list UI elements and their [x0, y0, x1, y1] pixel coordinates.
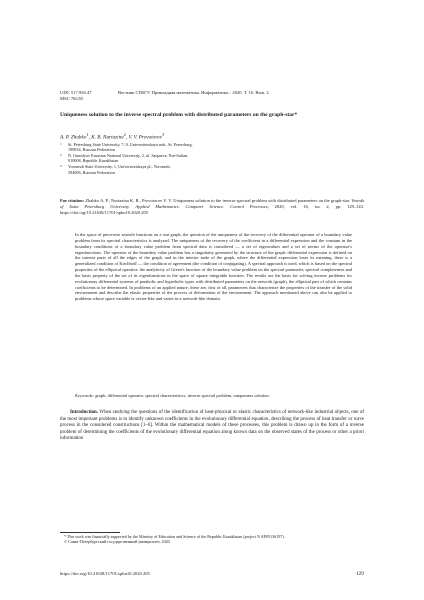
footnote-rule [60, 532, 120, 533]
affiliation-item [60, 153, 364, 164]
footer-doi: https://doi.org/10.21638/11701/spbu10.2020.205 [60, 571, 150, 576]
udc-code: UDC 517.956.47 [60, 90, 92, 95]
page-number: 129 [355, 571, 364, 577]
affiliations [60, 142, 364, 176]
author-name: K. B. Nurtazina [91, 134, 124, 141]
keywords-text: graph, differential operator, spectral characteristics, inverse spectral problem, uniqueness solution. [95, 393, 270, 398]
abstract: In the space of piecewise smooth functions on a star graph, the question of the uniqueness of the recovery of the differential operator of a boundary value problem from its spectral characteristics is analyzed. The uniqueness of the recovery of the coefficient in a differential expression and the constant in the boundary conditions of a boundary value problem from spectral data is considered — a set of eigenvalues and a set of norms of the operator's eigenfunctions. The operator of the boundary value problem has a singularity generated by the structure of the graph: differential expression is defined on the interior parts of all the edges of the graph, and in the interior node of the graph, where the differential expression loses its meaning, there is a generalized condition of Kirchhoff — the condition of agreement (the condition of conjugating). A spectral approach is used, which is based on the spectral properties of the elliptical operator: the analyticity of Green's function of the boundary value problem on the spectral parameter, spectral completeness and the basis property of the set of its eigenfunctions in the space of square integrable function. The results are the basis for solving inverse problems for evolutionary differential systems of parabolic and hyperbolic types with distributed parameters on the network (graph), the elliptical part of which contains coefficients to be determined. In problems of an applied nature, these are, first of all, parameters that characterize the properties of the transfer of the solid environment and describe the elastic properties of the process of deformation of the environment. The approach mentioned above can also be applied to problems whose space variable is vector-like and varies in a network-like domain. [75, 232, 352, 302]
citation-label: For citation: [60, 198, 85, 203]
affiliation-number: 3 [60, 164, 62, 169]
affiliation-item [60, 142, 364, 153]
msc-code: MSC 76G55 [60, 96, 84, 102]
introduction-heading: Introduction. [70, 410, 99, 415]
introduction-paragraph [60, 410, 364, 443]
affiliation-text: N. Gumilyov Eurasian National University, 2, ul. Satpaeva, Nur-Sultan, 010008, Republic Kazakhstan [68, 153, 189, 164]
affiliation-text: Voronezh State University, 1, Universitetskaya pl., Voronezh, 394006, Russian Federation [68, 164, 171, 175]
citation-block [60, 198, 364, 216]
footnotes [60, 534, 364, 545]
paper-title: Uniqueness solution to the inverse spectral problem with distributed parameters on the graph-star* [60, 112, 298, 118]
affiliation-item [60, 164, 364, 175]
keywords-label: Keywords: [75, 393, 95, 398]
author-superscript: 2 [123, 132, 126, 137]
author-superscript: 3 [161, 132, 165, 137]
author-name: A. P. Zhabko [60, 134, 87, 141]
copyright-footnote: © Санкт-Петербургский государственный университет, 2020 [64, 539, 170, 545]
affiliation-text: St. Petersburg State University, 7–9, Universitetskaya nab., St. Petersburg, 199034, Russian Federation [68, 142, 193, 153]
header-block [60, 90, 364, 102]
journal-header: Вестник СПбГУ. Прикладная математика. Информатика... 2020. Т. 16. Вып. 2 [118, 90, 269, 95]
funding-footnote: * This work was financially supported by the Ministry of Education and Science of the Republic Kazakhstan (project N AP05136197). [64, 534, 285, 539]
citation-authors: Zhabko A. P., Nurtazina K. B., Provotorov V. V. [85, 198, 173, 203]
page-footer [60, 571, 364, 577]
affiliation-number: 1 [60, 142, 62, 146]
affiliation-number: 2 [60, 153, 62, 158]
citation-details: 2020, vol. 16, iss. 2, pp. 129–143. https://doi.org/10.21638/11701/spbu10.2020.205 [60, 204, 364, 215]
keywords [75, 393, 352, 399]
author-name: V. V. Provotorov [128, 134, 162, 141]
citation-journal: Vestnik of Saint Petersburg University. Applied Mathematics. Computer Science. Control Processes, [60, 198, 365, 209]
author-superscript: 1 [86, 132, 89, 137]
introduction-text: When studying the questions of the identification of heat-physical or elastic characteristics of network-like industrial objects, one of the most important problems is to identify unknown coefficients in the evolutionary differential equation, describing the process of heat transfer or wave process in the considered constructions [1–6]. Within the mathematical models of these processes, this problem is drawn up in the form of a inverse problem of determining the coefficients of the evolutionary differential equation along known data on the observed states of the process or other a priori information [60, 410, 364, 442]
author-list: A. P. Zhabko$^1$, K. B. Nurtazina$^2$, V. V. Provotorov$^3$ [60, 132, 165, 141]
citation-text: Uniqueness solution to the inverse spectral problem with distributed parameters on the graph-star. [173, 198, 351, 203]
